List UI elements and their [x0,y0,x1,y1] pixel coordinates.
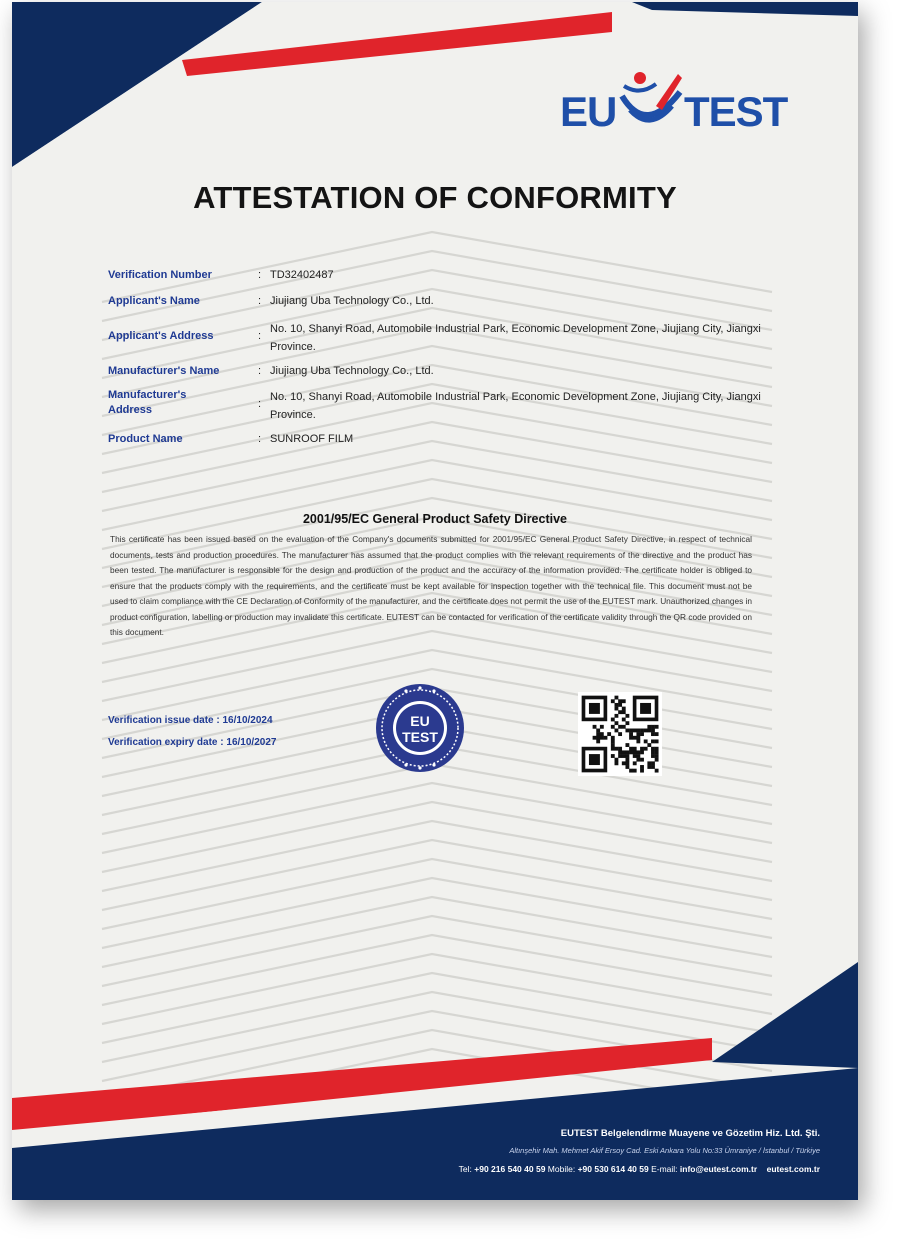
field-label: Product Name [108,433,183,445]
directive-title: 2001/95/EC General Product Safety Directive [302,512,567,526]
directive-body: This certificate has been issued based on the evaluation of the Company's documents submitted for 2001/95/EC General Product Safety Directive, in respect of technical documents, tests and production procedures. The manufacturer has assumed that the product complies with the relevant requirements of the directive and the product has been tested. The manufacturer is responsible for the design and production of the product and the accuracy of the information provided. The certificate holder is obliged to ensure that the products comply with the requirements, and the certificate must be kept available for inspection together with the technical file. This document must not be used to claim compliance with the CE Declaration of Conformity of the manufacturer, and the certificate does not permit the use of the EUTEST mark. Unauthorized changes in product configuration, labelling or production may invalidate this certificate. EUTEST can be contacted for verification of the certificate validity through the QR code provided on this document. [110,534,752,637]
eutest-logo [560,64,820,144]
field-label: Verification Number [108,269,212,281]
verification-qr-code[interactable] [578,692,662,776]
field-label: Manufacturer's Address [108,389,187,416]
issue-date: Verification issue date : 16/10/2024 [108,715,273,726]
field-value: SUNROOF FILM [270,433,354,445]
footer-email-link[interactable]: info@eutest.com.tr [679,1164,758,1174]
certificate-page: EU TEST ATTESTATION OF CONFORMITY Verification Number : TD32402487 Applicant's Name : Jiujiang Uba Technology Co., Ltd. Applicant's Address : No. 10, Shanyi Road, Automobile Industrial Park, Economic Development Zone, Jiujiang City, Jiangxi Province. Manufacturer's Name : Jiujiang Uba Technology Co., Ltd. Manufacturer's Address : No. 10, Shanyi Road, Automobile Industrial Park, Economic Development Zone, Jiujiang City, Jiangxi Province. Product Name : SUNROOF FILM 2001/95/EC General Product Safety Directive This certificate has been issued based on the evaluation of the Company's documents submitted for 2001/95/EC General Product Safety Directive, in respect of technical documents, tests and production procedures. The manufacturer has assumed that the product complies with the relevant requirements of the directive and the product has been tested. The manufacturer is responsible for the design and production of the product and the accuracy of the information provided. The certificate holder is obliged to ensure that the products comply with the requirements, and the certificate must be kept available for inspection together with the technical file. This document must not be used to claim compliance with the CE Declaration of Conformity of the manufacturer, and the certificate does not permit the use of the EUTEST mark. Unauthorized changes in product configuration, labelling or production may invalidate this certificate. EUTEST can be contacted for verification of the certificate validity through the QR code provided on this document. Verification issue date : 16/10/2024 Verification expiry date : 16/10/2027 EU TEST EUTEST Belgelendirme Muayene ve Gözetim Hiz. Ltd. Şti. Altınşehir Mah. Mehmet Akif Ersoy Cad. Eski Ankara Yolu No:33 Ümraniye / İstanbul / Türkiye Tel: +90 216 540 40 59 Mobile: +90 530 614 40 59 E-mail: info@eutest.com.tr eutest.com.tr [12,2,858,1200]
footer-company: EUTEST Belgelendirme Muayene ve Gözetim Hiz. Ltd. Şti. [560,1128,820,1139]
field-value: Jiujiang Uba Technology Co., Ltd. [270,295,434,307]
eutest-seal-stamp [374,682,466,774]
field-value: Jiujiang Uba Technology Co., Ltd. [270,365,434,377]
logo-text-test: TEST [684,88,788,135]
expiry-date: Verification expiry date : 16/10/2027 [108,737,277,748]
field-label: Applicant's Address [108,330,214,342]
logo-text-eu: EU [560,88,617,135]
footer-contacts: Tel: +90 216 540 40 59 Mobile: +90 530 614 40 59 E-mail: info@eutest.com.tr eutest.com.tr [458,1164,820,1174]
seal-text-bottom: TEST [402,729,438,745]
field-value: No. 10, Shanyi Road, Automobile Industrial Park, Economic Development Zone, Jiujiang City, Jiangxi Province. [270,391,761,421]
field-value: TD32402487 [270,269,334,281]
page-title: ATTESTATION OF CONFORMITY [193,180,677,215]
field-value: No. 10, Shanyi Road, Automobile Industrial Park, Economic Development Zone, Jiujiang City, Jiangxi Province. [270,323,761,353]
seal-text-top: EU [410,713,430,729]
footer-website-link[interactable]: eutest.com.tr [766,1164,820,1174]
footer-address: Altınşehir Mah. Mehmet Akif Ersoy Cad. Eski Ankara Yolu No:33 Ümraniye / İstanbul / Türkiye [509,1146,820,1155]
field-label: Applicant's Name [108,295,200,307]
field-label: Manufacturer's Name [108,365,220,377]
verification-dates [108,710,276,754]
logo-emblem-icon [616,66,686,138]
